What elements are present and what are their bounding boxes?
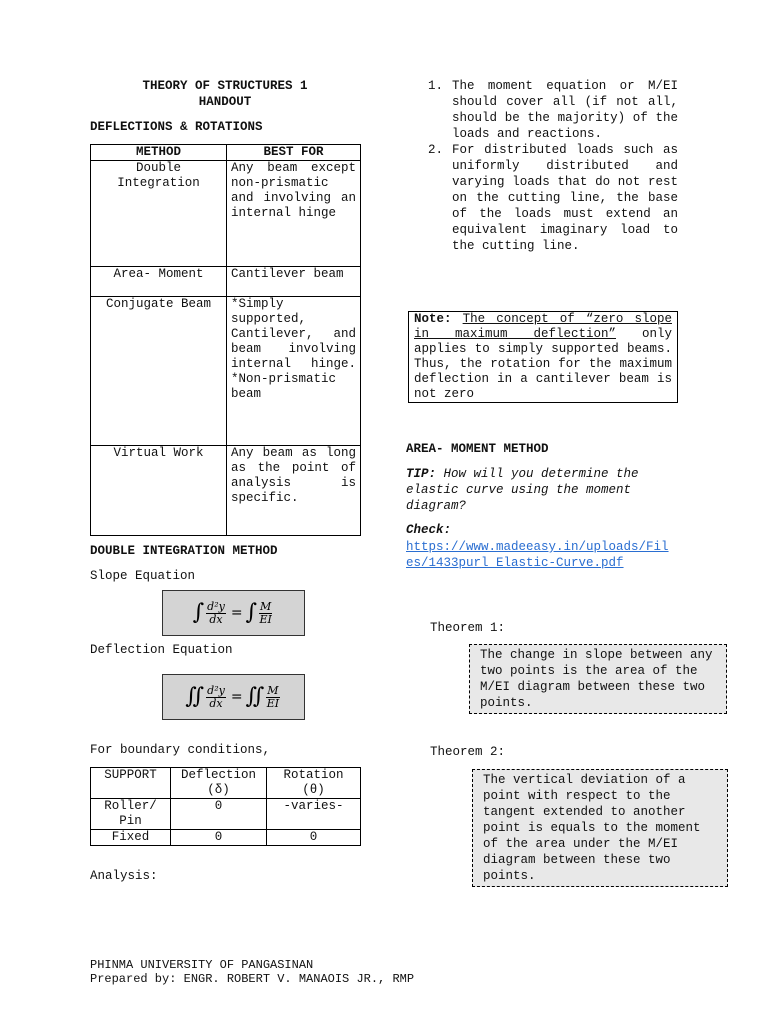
title-line-1: THEORY OF STRUCTURES 1 bbox=[142, 79, 308, 93]
title-line-2: HANDOUT bbox=[198, 95, 252, 109]
double-integral-symbol: ∬ bbox=[245, 684, 265, 709]
notes-list bbox=[428, 78, 678, 254]
lhs-numerator: d²y bbox=[207, 683, 225, 697]
lhs-fraction bbox=[206, 601, 226, 626]
theorem-2-label: Theorem 2: bbox=[430, 745, 506, 759]
lhs-fraction bbox=[206, 685, 226, 710]
list-text: For distributed loads such as uniformly distributed and varying loads that do not rest on the cutting line, the base of the loads must extend an equivalent imaginary load to the cutting line. bbox=[452, 143, 678, 253]
double-integration-heading: DOUBLE INTEGRATION METHOD bbox=[90, 544, 278, 558]
boundary-conditions-table bbox=[90, 767, 361, 846]
col-header-method: METHOD bbox=[91, 145, 227, 161]
equals-sign: = bbox=[230, 605, 243, 621]
methods-header-row bbox=[91, 145, 361, 161]
footer-prepared-by: Prepared by: ENGR. ROBERT V. MANAOIS JR., RMP bbox=[90, 972, 415, 986]
table-row bbox=[91, 446, 361, 536]
check-label: Check: bbox=[406, 523, 452, 537]
elastic-curve-link[interactable]: https://www.madeeasy.in/uploads/Files/1433purl_Elastic-Curve.pdf bbox=[406, 540, 669, 570]
slope-equation-label: Slope Equation bbox=[90, 569, 196, 583]
bc-cell: 0 bbox=[171, 799, 267, 830]
table-row bbox=[91, 799, 361, 830]
integral-symbol: ∫ bbox=[192, 600, 205, 625]
method-cell: Double Integration bbox=[91, 161, 227, 267]
rhs-denominator: EI bbox=[259, 612, 272, 626]
note-underlined-text: The concept of “zero slope in maximum deflection” bbox=[414, 312, 672, 341]
list-number: 2. bbox=[428, 143, 444, 157]
rhs-numerator: M bbox=[267, 683, 279, 697]
equals-sign: = bbox=[230, 689, 243, 705]
tip-label: TIP: bbox=[406, 467, 437, 481]
list-text: The moment equation or M/EI should cover all (if not all, should be the majority) of the loads and reactions. bbox=[452, 79, 678, 141]
bc-header-row bbox=[91, 768, 361, 799]
rhs-fraction bbox=[259, 601, 272, 626]
double-integral-symbol: ∬ bbox=[185, 684, 205, 709]
table-row bbox=[91, 830, 361, 846]
bc-cell: -varies- bbox=[267, 799, 361, 830]
best-for-cell: Any beam as long as the point of analysis is specific. bbox=[227, 446, 361, 536]
methods-table bbox=[90, 144, 361, 536]
theorem-1-label: Theorem 1: bbox=[430, 621, 506, 635]
list-item bbox=[428, 142, 678, 254]
note-box bbox=[408, 311, 678, 403]
method-cell: Virtual Work bbox=[91, 446, 227, 536]
best-for-cell: *Simply supported, Cantilever, and beam involving internal hinge. *Non-prismatic beam bbox=[227, 297, 361, 446]
table-row bbox=[91, 297, 361, 446]
deflection-equation-label: Deflection Equation bbox=[90, 643, 233, 657]
table-row bbox=[91, 267, 361, 297]
bc-cell: 0 bbox=[267, 830, 361, 846]
table-row bbox=[91, 161, 361, 267]
list-number: 1. bbox=[428, 79, 444, 93]
method-cell: Area- Moment bbox=[91, 267, 227, 297]
best-for-cell: Cantilever beam bbox=[227, 267, 361, 297]
lhs-numerator: d²y bbox=[207, 599, 225, 613]
note-text: only applies to simply supported beams. Thus, the rotation for the maximum deflection in a cantilever beam is not zero bbox=[414, 327, 672, 401]
theorem-1-box: The change in slope between any two points is the area of the M/EI diagram between these two points. bbox=[469, 644, 727, 714]
area-moment-heading: AREA- MOMENT METHOD bbox=[406, 442, 549, 456]
bc-header-support: SUPPORT bbox=[91, 768, 171, 799]
bc-cell: 0 bbox=[171, 830, 267, 846]
section-heading: DEFLECTIONS & ROTATIONS bbox=[90, 120, 263, 134]
deflection-equation-box bbox=[162, 674, 305, 720]
rhs-numerator: M bbox=[260, 599, 272, 613]
footer bbox=[90, 958, 414, 986]
rhs-denominator: EI bbox=[266, 696, 280, 710]
method-cell: Conjugate Beam bbox=[91, 297, 227, 446]
slope-equation-box bbox=[162, 590, 305, 636]
bc-header-deflection: Deflection (δ) bbox=[171, 768, 267, 799]
lhs-denominator: dx bbox=[209, 612, 223, 626]
note-label: Note: bbox=[414, 312, 452, 326]
best-for-cell: Any beam except non-prismatic and involving an internal hinge bbox=[227, 161, 361, 267]
footer-institution: PHINMA UNIVERSITY OF PANGASINAN bbox=[90, 958, 314, 972]
list-item bbox=[428, 78, 678, 142]
bc-header-rotation: Rotation (θ) bbox=[267, 768, 361, 799]
analysis-label: Analysis: bbox=[90, 869, 158, 883]
bc-cell: Roller/ Pin bbox=[91, 799, 171, 830]
bc-cell: Fixed bbox=[91, 830, 171, 846]
tip-text bbox=[406, 466, 678, 514]
col-header-best-for: BEST FOR bbox=[227, 145, 361, 161]
tip-question: How will you determine the elastic curve using the moment diagram? bbox=[406, 467, 639, 513]
integral-symbol: ∫ bbox=[245, 600, 258, 625]
theorem-2-box: The vertical deviation of a point with respect to the tangent extended to another point is equals to the moment of the area under the M/EI diagram between these two points. bbox=[472, 769, 728, 887]
document-title bbox=[90, 78, 360, 110]
rhs-fraction bbox=[266, 685, 279, 710]
boundary-conditions-label: For boundary conditions, bbox=[90, 743, 271, 757]
lhs-denominator: dx bbox=[209, 696, 223, 710]
